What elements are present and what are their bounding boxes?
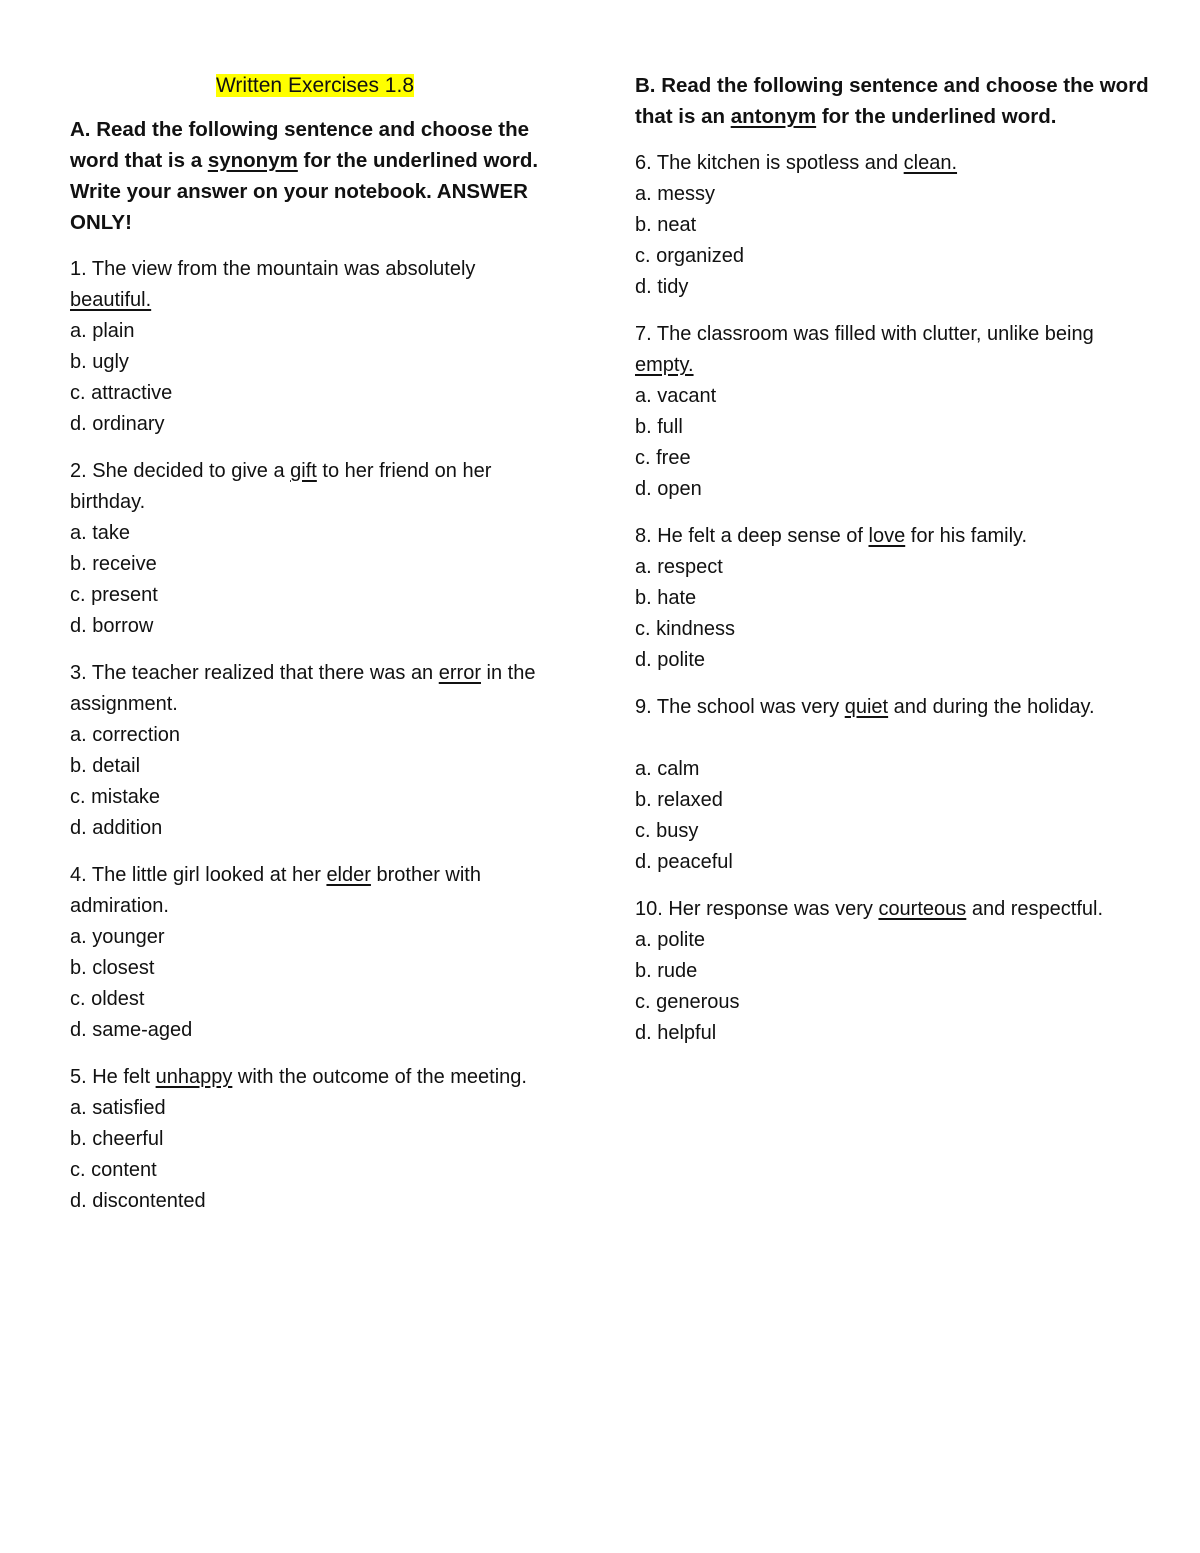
option-d: d. borrow — [70, 615, 154, 637]
option-c: c. organized — [635, 245, 744, 267]
option-b: b. closest — [70, 957, 155, 979]
stem-pre: 6. The kitchen is spotless and — [635, 152, 904, 174]
part-a-instr-pre: A. Read the following sentence and choose the word that is a — [70, 118, 530, 172]
part-b-instr-key: antonym — [730, 105, 817, 128]
part-b-instr-pre: B. Read the following sentence and choose the word that is an — [635, 74, 1149, 128]
stem-pre: 5. He felt — [70, 1066, 156, 1088]
option-b: b. ugly — [70, 351, 129, 373]
question-stem — [70, 1062, 560, 1093]
option-b: b. full — [635, 416, 683, 438]
underlined-word: error — [438, 662, 481, 684]
option-b: b. receive — [70, 553, 157, 575]
option-d: d. polite — [635, 649, 706, 671]
part-a-instructions — [70, 114, 560, 238]
question-10 — [635, 894, 1155, 1049]
stem-post: to her friend on her birthday. — [70, 460, 492, 513]
stem-pre: 10. Her response was very — [635, 898, 879, 920]
left-column — [70, 70, 560, 1233]
option-d: d. open — [635, 478, 702, 500]
option-a: a. calm — [635, 758, 700, 780]
question-4 — [70, 860, 560, 1046]
title-wrap — [70, 70, 560, 102]
part-a-instr-key: synonym — [207, 149, 298, 172]
option-a: a. respect — [635, 556, 723, 578]
stem-pre: 7. The classroom was filled with clutter, unlike being — [635, 323, 1094, 345]
stem-post: and during the holiday. — [888, 696, 1095, 718]
stem-pre: 8. He felt a deep sense of — [635, 525, 869, 547]
question-stem — [635, 148, 1155, 179]
option-c: c. attractive — [70, 382, 173, 404]
underlined-word: clean. — [903, 152, 958, 174]
option-a: a. correction — [70, 724, 181, 746]
underlined-word: beautiful. — [70, 289, 152, 311]
option-c: c. present — [70, 584, 158, 606]
option-d: d. addition — [70, 817, 163, 839]
option-b: b. relaxed — [635, 789, 723, 811]
underlined-word: gift — [290, 460, 317, 482]
stem-pre: 2. She decided to give a — [70, 460, 291, 482]
underlined-word: empty. — [635, 354, 694, 376]
stem-pre: 1. The view from the mountain was absolutely — [70, 258, 476, 280]
question-stem — [635, 319, 1155, 381]
option-d: d. tidy — [635, 276, 689, 298]
option-c: c. content — [70, 1159, 157, 1181]
option-b: b. detail — [70, 755, 141, 777]
option-d: d. same-aged — [70, 1019, 193, 1041]
part-a-instr-post: for the underlined word. Write your answer on your notebook. ANSWER ONLY! — [70, 149, 539, 234]
stem-post: with the outcome of the meeting. — [232, 1066, 527, 1088]
option-c: c. busy — [635, 820, 699, 842]
question-8 — [635, 521, 1155, 676]
stem-post: for his family. — [905, 525, 1028, 547]
option-d: d. peaceful — [635, 851, 733, 873]
option-a: a. plain — [70, 320, 135, 342]
option-a: a. younger — [70, 926, 165, 948]
question-stem — [70, 658, 560, 720]
option-d: d. discontented — [70, 1190, 206, 1212]
underlined-word: courteous — [878, 898, 967, 920]
underlined-word: elder — [326, 864, 371, 886]
stem-pre: 4. The little girl looked at her — [70, 864, 327, 886]
stem-pre: 9. The school was very — [635, 696, 845, 718]
stem-post: brother with admiration. — [70, 864, 481, 917]
question-7 — [635, 319, 1155, 505]
option-c: c. free — [635, 447, 691, 469]
option-a: a. messy — [635, 183, 716, 205]
question-stem — [635, 692, 1155, 723]
underlined-word: unhappy — [155, 1066, 233, 1088]
question-1 — [70, 254, 560, 440]
question-stem — [70, 456, 560, 518]
option-c: c. kindness — [635, 618, 736, 640]
option-b: b. neat — [635, 214, 697, 236]
part-b-instructions — [635, 70, 1155, 132]
question-6 — [635, 148, 1155, 303]
blank-line — [635, 723, 1155, 754]
question-3 — [70, 658, 560, 844]
page-title: Written Exercises 1.8 — [215, 74, 414, 97]
option-c: c. oldest — [70, 988, 145, 1010]
question-stem — [70, 254, 560, 316]
option-d: d. ordinary — [70, 413, 165, 435]
option-a: a. take — [70, 522, 131, 544]
option-c: c. generous — [635, 991, 740, 1013]
stem-post: and respectful. — [966, 898, 1104, 920]
option-a: a. satisfied — [70, 1097, 166, 1119]
option-c: c. mistake — [70, 786, 161, 808]
question-stem — [70, 860, 560, 922]
right-column — [635, 70, 1155, 1065]
question-stem — [635, 521, 1155, 552]
stem-post: in the assignment. — [70, 662, 536, 715]
question-9 — [635, 692, 1155, 878]
stem-pre: 3. The teacher realized that there was an — [70, 662, 439, 684]
option-a: a. vacant — [635, 385, 717, 407]
part-b-instr-post: for the underlined word. — [816, 105, 1057, 128]
option-d: d. helpful — [635, 1022, 717, 1044]
option-b: b. rude — [635, 960, 698, 982]
option-a: a. polite — [635, 929, 706, 951]
question-2 — [70, 456, 560, 642]
option-b: b. cheerful — [70, 1128, 164, 1150]
underlined-word: love — [868, 525, 906, 547]
question-stem — [635, 894, 1155, 925]
underlined-word: quiet — [844, 696, 889, 718]
question-5 — [70, 1062, 560, 1217]
option-b: b. hate — [635, 587, 697, 609]
